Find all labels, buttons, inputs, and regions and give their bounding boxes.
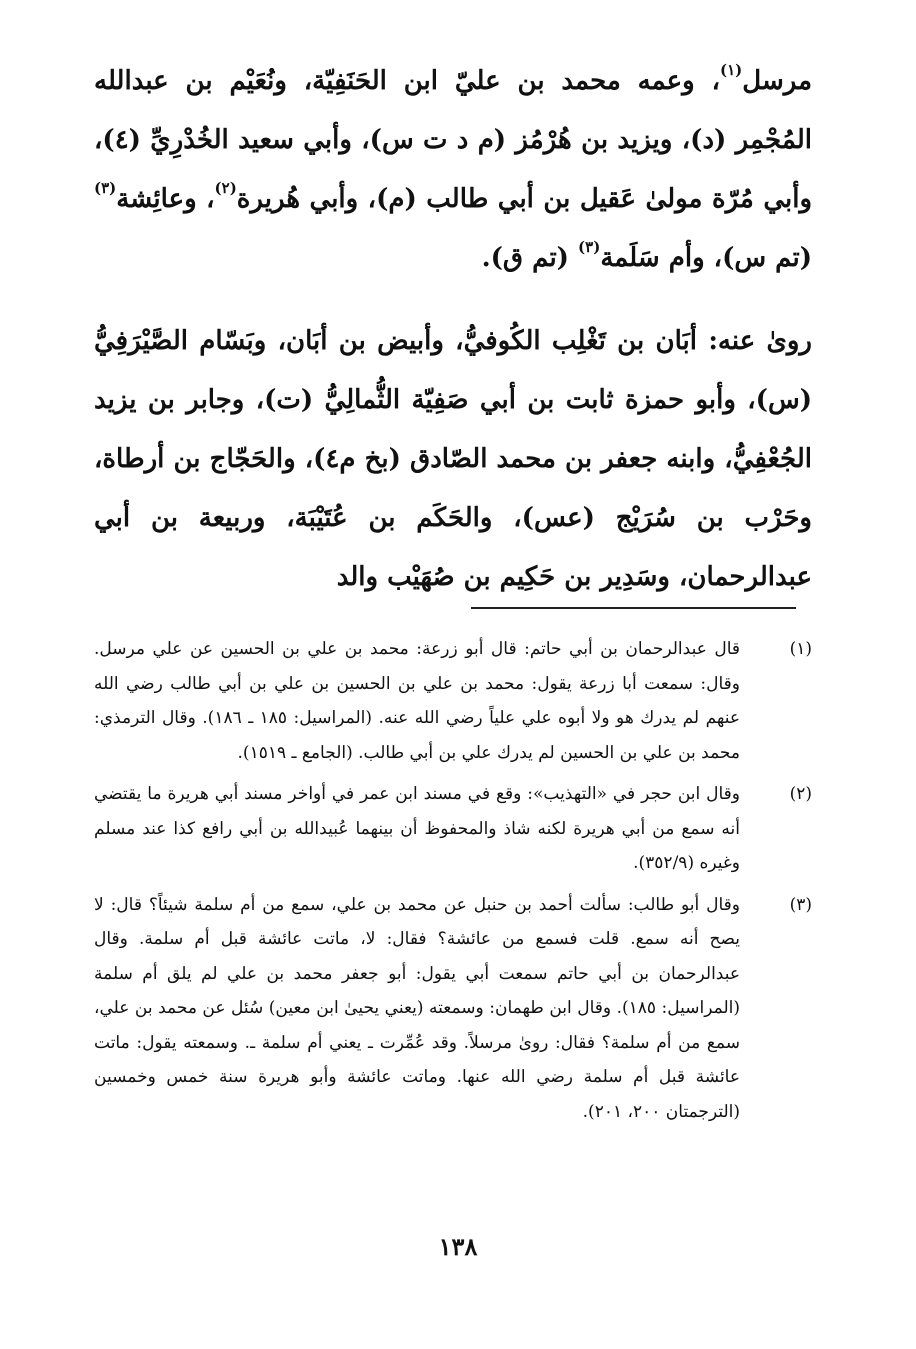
main-paragraph-teachers [94,52,812,288]
footnote-ref-1: (١) [719,61,743,79]
footnote-text: قال عبدالرحمان بن أبي حاتم: قال أبو زرعة: محمد بن علي بن الحسين عن علي مرسل. وقال: سمعت أبا زرعة يقول: محمد بن علي بن الحسين بن علي بن أبي طالب رضي الله عنهم لم يدرك هو ولا أبوه علي علياً رضي الله عنه. (المراسيل: ١٨٥ ـ ١٨٦). وقال الترمذي: محمد بن علي بن الحسين لم يدرك علي بن أبي طالب. (الجامع ـ ١٥١٩). [94,639,740,763]
text-segment: ، وعائِشة [116,184,215,214]
footnote-2 [94,777,812,881]
text-segment: مرسل [742,66,812,96]
footnote-number: (١) [789,639,812,659]
footnote-1 [94,632,812,770]
main-paragraph-narrators [94,312,812,607]
footnote-ref-3: (٣) [94,179,117,197]
text-segment: ، وعمه محمد بن عليّ ابن الحَنَفِيّة، ونُعَيْم بن عبدالله المُجْمِر (د)، ويزيد بن هُرْمُز (م د ت س)، وأبي سعيد الخُدْرِيِّ (٤)، وأبي مُرّة مولىٰ عَقيل بن أبي طالب (م)، وأبي هُريرة [94,66,813,214]
footnote-ref-2: (٢) [214,179,237,197]
footnote-ref-3-second: (٣) [578,238,601,256]
footnote-number: (٢) [789,784,812,804]
text-segment: (تم س)، وأم سَلَمة [600,243,812,273]
text-segment: (تم ق). [481,243,579,273]
text-segment: أبَان بن تَغْلِب الكُوفيُّ، وأبيض بن أبَان، وبَسّام الصَّيْرَفِيُّ (س)، وأبو حمزة ثابت بن أبي صَفِيّة الثُّمالِيُّ (ت)، وجابر بن يزيد الجُعْفِيُّ، وابنه جعفر بن محمد الصّادق (بخ م٤)، والحَجّاج بن أرطاة، وحَرْب بن سُرَيْج (عس)، والحَكَم بن عُتَيْبَة، وربيعة بن أبي عبدالرحمان، وسَدِير بن حَكِيم بن صُهَيْب والد [94,326,812,592]
footnote-3 [94,888,812,1130]
page-number: ١٣٨ [438,1232,478,1261]
main-text [94,52,812,607]
paragraph-lead: روىٰ عنه: [708,326,812,356]
footnote-number: (٣) [789,894,812,915]
footnotes [94,632,812,1129]
footnote-separator [471,607,796,609]
footnote-text: وقال أبو طالب: سألت أحمد بن حنبل عن محمد بن علي، سمع من أم سلمة شيئاً؟ قال: لا يصح أنه سمع. قلت فسمع من عائشة؟ فقال: لا، ماتت عائشة قبل أم سلمة. وقال عبدالرحمان بن أبي حاتم سمعت أبي يقول: أبو جعفر محمد بن علي لم يلق أم سلمة (المراسيل: ١٨٥). وقال ابن طهمان: وسمعته (يعني يحيىٰ ابن معين) سُئل عن محمد بن علي، سمع من أم سلمة؟ فقال: روىٰ مرسلاً. وقد عُمِّرت ـ يعني أم سلمة ـ. وسمعته يقول: ماتت عائشة قبل أم سلمة رضي الله عنها. وماتت عائشة وأبو هريرة سنة خمس وخمسين (الترجمتان ٢٠٠، ٢٠١). [94,894,740,1122]
footnote-text: وقال ابن حجر في «التهذيب»: وقع في مسند ابن عمر في أواخر مسند أبي هريرة ما يقتضي أنه سمع من أبي هريرة لكنه شاذ والمحفوظ أن بينهما عُبيدالله بن أبي رافع كذا عند مسلم وغيره (٣٥٢/٩). [94,784,740,873]
